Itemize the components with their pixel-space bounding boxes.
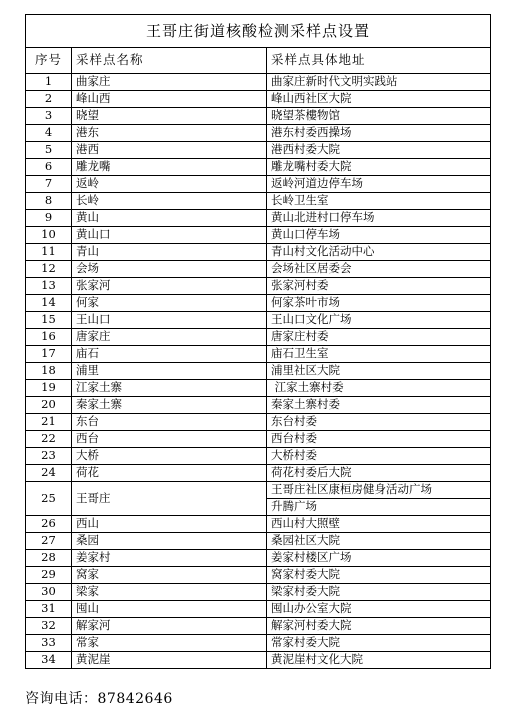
row-site-address: 长岭卫生室 xyxy=(267,193,491,210)
row-index: 19 xyxy=(26,380,72,397)
row-index: 17 xyxy=(26,346,72,363)
table-row xyxy=(26,159,491,176)
row-site-name: 峰山西 xyxy=(72,91,267,108)
row-index: 1 xyxy=(26,74,72,91)
row-site-address: 解家河村委大院 xyxy=(267,618,491,635)
row-site-address: 江家土寨村委 xyxy=(267,380,491,397)
table-row xyxy=(26,176,491,193)
row-site-name: 雕龙嘴 xyxy=(72,159,267,176)
row-index: 11 xyxy=(26,244,72,261)
row-site-address: 唐家庄村委 xyxy=(267,329,491,346)
row-index: 23 xyxy=(26,448,72,465)
row-site-name: 大桥 xyxy=(72,448,267,465)
row-site-name: 港西 xyxy=(72,142,267,159)
row-site-name: 张家河 xyxy=(72,278,267,295)
row-index: 4 xyxy=(26,125,72,142)
document-page xyxy=(25,14,490,669)
table-row xyxy=(26,516,491,533)
table-row xyxy=(26,244,491,261)
row-index: 28 xyxy=(26,550,72,567)
row-site-name: 港东 xyxy=(72,125,267,142)
row-site-name: 梁家 xyxy=(72,584,267,601)
row-site-address: 东台村委 xyxy=(267,414,491,431)
row-index: 6 xyxy=(26,159,72,176)
row-site-name: 黄山口 xyxy=(72,227,267,244)
row-site-name: 黄山 xyxy=(72,210,267,227)
row-site-address: 张家河村委 xyxy=(267,278,491,295)
row-site-address: 黄山口停车场 xyxy=(267,227,491,244)
row-site-address: 升腾广场 xyxy=(267,499,491,516)
row-index: 22 xyxy=(26,431,72,448)
row-site-address: 梁家村委大院 xyxy=(267,584,491,601)
row-site-address: 王哥庄社区康桓房健身活动广场 xyxy=(267,482,491,499)
row-site-address: 大桥村委 xyxy=(267,448,491,465)
row-site-name: 荷花 xyxy=(72,465,267,482)
table-row xyxy=(26,380,491,397)
table-row xyxy=(26,601,491,618)
row-index: 2 xyxy=(26,91,72,108)
row-site-address: 西山村大照壁 xyxy=(267,516,491,533)
row-site-name: 长岭 xyxy=(72,193,267,210)
row-site-address: 返岭河道边停车场 xyxy=(267,176,491,193)
row-index: 9 xyxy=(26,210,72,227)
row-site-address: 何家茶叶市场 xyxy=(267,295,491,312)
row-index: 5 xyxy=(26,142,72,159)
table-row xyxy=(26,74,491,91)
row-site-name: 江家土寨 xyxy=(72,380,267,397)
row-site-address: 港东村委西操场 xyxy=(267,125,491,142)
row-site-name: 解家河 xyxy=(72,618,267,635)
row-site-address: 黄山北进村口停车场 xyxy=(267,210,491,227)
header-index: 序号 xyxy=(26,48,72,74)
row-site-address: 荷花村委后大院 xyxy=(267,465,491,482)
row-site-name: 青山 xyxy=(72,244,267,261)
row-index: 30 xyxy=(26,584,72,601)
row-site-name: 晓望 xyxy=(72,108,267,125)
row-site-name: 常家 xyxy=(72,635,267,652)
row-site-name: 王哥庄 xyxy=(72,482,267,516)
table-title-row xyxy=(26,15,491,48)
row-index: 14 xyxy=(26,295,72,312)
header-site-name: 采样点名称 xyxy=(72,48,267,74)
row-index: 26 xyxy=(26,516,72,533)
row-site-name: 桑园 xyxy=(72,533,267,550)
table-row xyxy=(26,465,491,482)
row-site-name: 庙石 xyxy=(72,346,267,363)
table-row xyxy=(26,550,491,567)
row-index: 32 xyxy=(26,618,72,635)
row-site-name: 王山口 xyxy=(72,312,267,329)
row-site-address: 港西村委大院 xyxy=(267,142,491,159)
table-row xyxy=(26,329,491,346)
row-site-address: 西台村委 xyxy=(267,431,491,448)
row-site-name: 姜家村 xyxy=(72,550,267,567)
row-index: 29 xyxy=(26,567,72,584)
sampling-sites-table xyxy=(25,14,491,669)
row-site-address: 囤山办公室大院 xyxy=(267,601,491,618)
row-index: 13 xyxy=(26,278,72,295)
row-site-name: 西台 xyxy=(72,431,267,448)
contact-phone: 咨询电话：87842646 xyxy=(25,691,173,707)
row-site-address: 秦家土寨村委 xyxy=(267,397,491,414)
table-row xyxy=(26,533,491,550)
row-site-name: 唐家庄 xyxy=(72,329,267,346)
table-row xyxy=(26,618,491,635)
row-site-address: 王山口文化广场 xyxy=(267,312,491,329)
table-row xyxy=(26,261,491,278)
row-site-address: 姜家村楼区广场 xyxy=(267,550,491,567)
row-index: 34 xyxy=(26,652,72,669)
row-index: 31 xyxy=(26,601,72,618)
row-index: 8 xyxy=(26,193,72,210)
row-site-name: 浦里 xyxy=(72,363,267,380)
table-row xyxy=(26,142,491,159)
row-index: 15 xyxy=(26,312,72,329)
row-index: 27 xyxy=(26,533,72,550)
row-site-address: 晓望茶樓物馆 xyxy=(267,108,491,125)
row-index: 3 xyxy=(26,108,72,125)
table-row xyxy=(26,567,491,584)
row-index: 33 xyxy=(26,635,72,652)
table-row xyxy=(26,125,491,142)
row-site-name: 返岭 xyxy=(72,176,267,193)
table-row xyxy=(26,278,491,295)
row-index: 24 xyxy=(26,465,72,482)
table-row xyxy=(26,193,491,210)
row-site-address: 庙石卫生室 xyxy=(267,346,491,363)
row-index: 25 xyxy=(26,482,72,516)
row-site-address: 青山村文化活动中心 xyxy=(267,244,491,261)
row-index: 16 xyxy=(26,329,72,346)
row-index: 18 xyxy=(26,363,72,380)
row-site-address: 窝家村委大院 xyxy=(267,567,491,584)
row-site-name: 东台 xyxy=(72,414,267,431)
table-row xyxy=(26,414,491,431)
table-row xyxy=(26,652,491,669)
row-index: 10 xyxy=(26,227,72,244)
row-site-address: 峰山西社区大院 xyxy=(267,91,491,108)
table-row xyxy=(26,448,491,465)
row-site-name: 黄泥崖 xyxy=(72,652,267,669)
table-row xyxy=(26,210,491,227)
table-row xyxy=(26,363,491,380)
table-row xyxy=(26,431,491,448)
row-index: 12 xyxy=(26,261,72,278)
row-site-address: 雕龙嘴村委大院 xyxy=(267,159,491,176)
table-row xyxy=(26,584,491,601)
row-site-name: 会场 xyxy=(72,261,267,278)
row-site-address: 黄泥崖村文化大院 xyxy=(267,652,491,669)
table-row xyxy=(26,482,491,499)
row-site-address: 常家村委大院 xyxy=(267,635,491,652)
row-site-name: 曲家庄 xyxy=(72,74,267,91)
table-row xyxy=(26,91,491,108)
row-site-name: 何家 xyxy=(72,295,267,312)
table-row xyxy=(26,635,491,652)
row-site-name: 窝家 xyxy=(72,567,267,584)
table-row xyxy=(26,397,491,414)
table-title: 王哥庄街道核酸检测采样点设置 xyxy=(26,15,491,48)
row-site-name: 秦家土寨 xyxy=(72,397,267,414)
table-row xyxy=(26,312,491,329)
row-site-address: 曲家庄新时代文明实践站 xyxy=(267,74,491,91)
row-site-name: 囤山 xyxy=(72,601,267,618)
row-index: 21 xyxy=(26,414,72,431)
row-site-address: 浦里社区大院 xyxy=(267,363,491,380)
row-index: 20 xyxy=(26,397,72,414)
header-site-address: 采样点具体地址 xyxy=(267,48,491,74)
row-index: 7 xyxy=(26,176,72,193)
table-row xyxy=(26,227,491,244)
page-edge xyxy=(0,0,522,1)
row-site-address: 会场社区居委会 xyxy=(267,261,491,278)
row-site-name: 西山 xyxy=(72,516,267,533)
row-site-address: 桑园社区大院 xyxy=(267,533,491,550)
table-header-row xyxy=(26,48,491,74)
table-row xyxy=(26,346,491,363)
table-row xyxy=(26,108,491,125)
table-row xyxy=(26,295,491,312)
